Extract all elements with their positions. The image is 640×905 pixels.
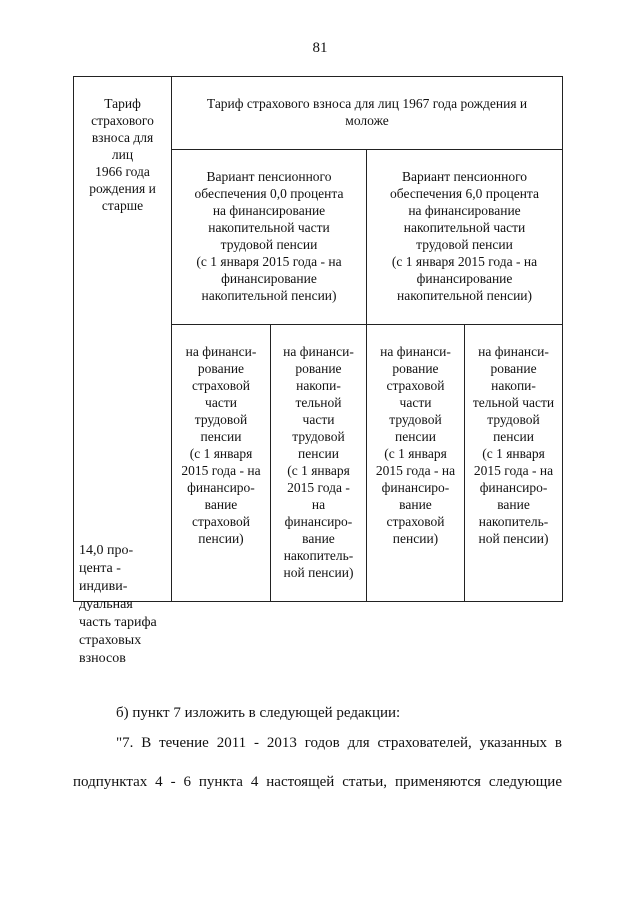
subcol-v0-funded <box>271 325 367 602</box>
subcol-text: на финанси- рование страховой части трудовой пенсии (с 1 января 2015 года - на финансиро- вание страховой пенсии) <box>375 344 456 546</box>
variant-6-header <box>367 150 563 325</box>
subcol-text: на финанси- рование накопи- тельной части трудовой пенсии (с 1 января 2015 года - на финансиро- вание накопитель- ной пенсии) <box>472 344 555 546</box>
col-header-1966-text: Тариф страхового взноса для лиц 1966 года рождения и старше <box>89 96 156 213</box>
col-header-1966-and-older <box>74 77 172 602</box>
page-number: 81 <box>312 40 328 56</box>
individual-tariff-part-text: 14,0 про- цента - индиви- дуальная часть тарифа страховых взносов <box>79 543 157 666</box>
subcol-v6-funded <box>465 325 563 602</box>
variant-6-text: Вариант пенсионного обеспечения 6,0 процента на финансирование накопительной части трудовой пенсии (с 1 января 2015 года - на финансирование накопительной пенсии) <box>390 169 539 303</box>
subcol-text: на финанси- рование страховой части трудовой пенсии (с 1 января 2015 года - на финансиро- вание страховой пенсии) <box>181 344 261 546</box>
variant-0-header <box>172 150 367 325</box>
table-header-row <box>74 77 563 150</box>
group-header-text: Тариф страхового взноса для лиц 1967 года рождения и моложе <box>206 96 528 128</box>
group-header-1967-and-younger <box>172 77 563 150</box>
paragraph-item-7 <box>73 733 562 753</box>
paragraph-item-b: б) пункт 7 изложить в следующей редакции: <box>116 705 401 721</box>
variant-0-text: Вариант пенсионного обеспечения 0,0 процента на финансирование накопительной части трудовой пенсии (с 1 января 2015 года - на финансирование накопительной пенсии) <box>194 169 344 303</box>
tariff-table <box>73 76 563 602</box>
paragraph-item-7-continued: подпунктах 4 - 6 пункта 4 настоящей статьи, применяются следующие <box>73 774 562 790</box>
paragraph-item-7-line1: "7. В течение 2011 - 2013 годов для страхователей, указанных в <box>116 735 562 751</box>
subcol-text: на финанси- рование накопи- тельной части трудовой пенсии (с 1 января 2015 года - на финансиро- вание накопитель- ной пенсии) <box>283 344 354 580</box>
subcol-v6-insurance <box>367 325 465 602</box>
